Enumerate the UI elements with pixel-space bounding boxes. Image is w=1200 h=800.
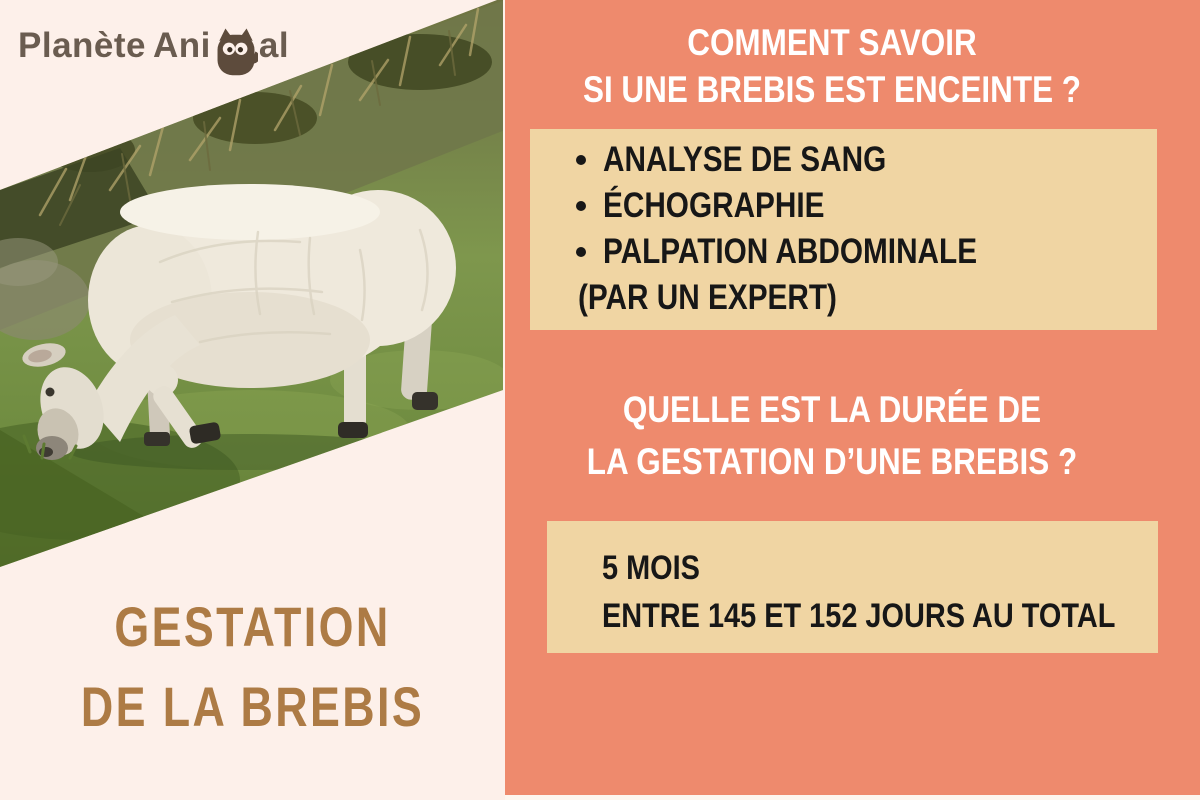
- left-section: [0, 0, 505, 800]
- bullet-label: PALPATION ABDOMINALE: [603, 232, 978, 271]
- logo-word-ani: Ani: [153, 26, 211, 65]
- question-2: [507, 384, 1157, 488]
- title-line-2: DE LA BREBIS: [80, 675, 425, 738]
- logo-word-planete: Planète: [18, 26, 146, 65]
- right-panel: [505, 0, 1200, 800]
- bullet-label: ÉCHOGRAPHIE: [603, 186, 825, 225]
- question-2-line-1: QUELLE EST LA DURÉE DE: [622, 389, 1042, 430]
- logo-word-al: al: [258, 26, 290, 65]
- bullet-dot: [576, 247, 586, 257]
- logo-word-animal: [153, 26, 289, 71]
- bullet-item: [530, 229, 1157, 275]
- bullet-item: [530, 137, 1157, 183]
- duration-days: ENTRE 145 ET 152 JOURS AU TOTAL: [602, 597, 1116, 635]
- cat-icon: [214, 26, 258, 76]
- bullet-dot: [576, 155, 586, 165]
- gestation-title: [0, 587, 505, 747]
- bullet-label: ANALYSE DE SANG: [603, 140, 887, 179]
- sheep-shadow: [70, 434, 420, 470]
- bullet-dot: [576, 201, 586, 211]
- expert-note-label: (PAR UN EXPERT): [578, 278, 837, 317]
- question-1-line-1: COMMENT SAVOIR: [687, 22, 977, 63]
- question-2-line-2: LA GESTATION D’UNE BREBIS ?: [586, 441, 1078, 482]
- question-1-line-2: SI UNE BREBIS EST ENCEINTE ?: [582, 69, 1082, 110]
- bottom-strip: [505, 795, 1200, 800]
- question-1: [507, 19, 1157, 113]
- answer-box-2: [547, 521, 1158, 653]
- expert-note: [530, 275, 1157, 321]
- planete-animal-logo: [18, 26, 289, 71]
- answers-box-1: [530, 129, 1157, 330]
- duration-months: 5 MOIS: [602, 549, 700, 587]
- title-line-1: GESTATION: [114, 595, 391, 658]
- bullet-item: [530, 183, 1157, 229]
